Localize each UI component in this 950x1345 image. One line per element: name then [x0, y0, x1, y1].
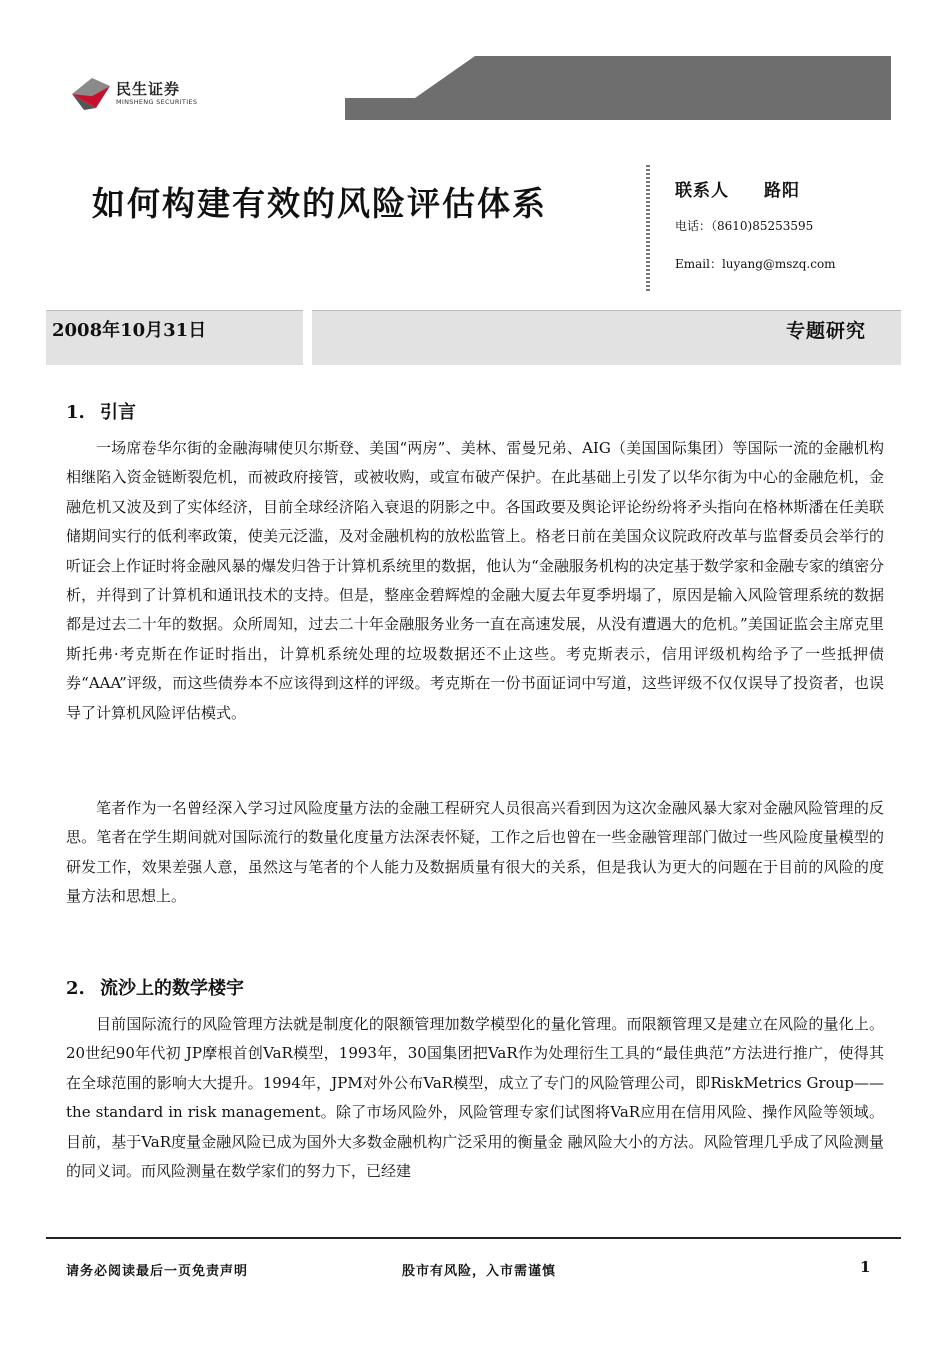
- brand-logo: [70, 74, 210, 114]
- report-date: 2008年10月31日: [52, 320, 207, 341]
- section-number: 1.: [66, 402, 85, 423]
- footer-disclaimer: 请务必阅读最后一页免责声明: [66, 1264, 249, 1279]
- section-number: 2.: [66, 978, 85, 999]
- brand-name: 民生证券: [116, 80, 181, 98]
- contact-name: 路阳: [764, 181, 800, 201]
- section-title: 流沙上的数学楼宇: [100, 978, 244, 999]
- page-number: 1: [860, 1258, 871, 1276]
- section-heading: [66, 398, 136, 424]
- title-divider: [646, 165, 650, 293]
- contact-email: Email：luyang@mszq.com: [675, 257, 836, 271]
- header-band: [345, 56, 891, 120]
- contact-phone: 电话：（8610)85253595: [675, 219, 814, 233]
- body-paragraph: 一场席卷华尔街的金融海啸使贝尔斯登、美国“两房”、美林、雷曼兄弟、AIG（美国国际集团）等国际一流的金融机构相继陷入资金链断裂危机，而被政府接管，或被收购，或宣布破产保护。在此基础上引发了以华尔街为中心的金融危机，金融危机又波及到了实体经济，目前全球经济陷入衰退的阴影之中。各国政要及舆论评论纷纷将矛头指向在格林斯潘在任美联储期间实行的低利率政策，使美元泛滥，及对金融机构的放松监管上。格老日前在美国众议院政府改革与监督委员会举行的听证会上作证时将金融风暴的爆发归咎于计算机系统里的数据，他认为“金融服务机构的决定基于数学家和金融专家的缜密分析，并得到了计算机和通讯技术的支持。但是，整座金碧辉煌的金融大厦去年夏季坍塌了，原因是输入风险管理系统的数据都是过去二十年的数据。众所周知，过去二十年金融服务业务一直在高速发展，从没有遭遇大的危机。”美国证监会主席克里斯托弗·考克斯在作证时指出，计算机系统处理的垃圾数据还不止这些。考克斯表示，信用评级机构给予了一些抵押债券“AAA”评级，而这些债券本不应该得到这样的评级。考克斯在一份书面证词中写道，这些评级不仅仅误导了投资者，也误导了计算机风险评估模式。: [66, 439, 884, 722]
- brand-logo-icon: [70, 74, 114, 114]
- body-paragraph: 目前国际流行的风险管理方法就是制度化的限额管理加数学模型化的量化管理。而限额管理又是建立在风险的量化上。20世纪90年代初 JP摩根首创VaR模型，1993年，30国集团把VaR作为处理衍生工具的“最佳典范”方法进行推广，使得其在全球范围的影响大大提升。1994年，JPM对外公布VaR模型，成立了专门的风险管理公司，即RiskMetrics Group——the standard in risk management。除了市场风险外，风险管理专家们试图将VaR应用在信用风险、操作风险等领域。目前，基于VaR度量金融风险已成为国外大多数金融机构广泛采用的衡量金 融风险大小的方法。风险管理几乎成了风险测量的同义词。而风险测量在数学家们的努力下，已经建: [66, 1015, 884, 1181]
- section-title: 引言: [100, 402, 136, 423]
- section-heading: [66, 974, 244, 1000]
- report-category: 专题研究: [786, 320, 867, 342]
- brand-name-en: MINSHENG SECURITIES: [116, 98, 198, 106]
- footer-warning: 股市有风险，入市需谨慎: [402, 1264, 557, 1279]
- body-paragraph: 笔者作为一名曾经深入学习过风险度量方法的金融工程研究人员很高兴看到因为这次金融风暴大家对金融风险管理的反思。笔者在学生期间就对国际流行的数量化度量方法深表怀疑，工作之后也曾在一些金融管理部门做过一些风险度量模型的研发工作，效果差强人意，虽然这与笔者的个人能力及数据质量有很大的关系，但是我认为更大的问题在于目前的风险的度量方法和思想上。: [66, 799, 884, 906]
- document-title: 如何构建有效的风险评估体系: [92, 184, 547, 223]
- contact-label: 联系人: [675, 181, 729, 201]
- footer-rule: [46, 1237, 901, 1239]
